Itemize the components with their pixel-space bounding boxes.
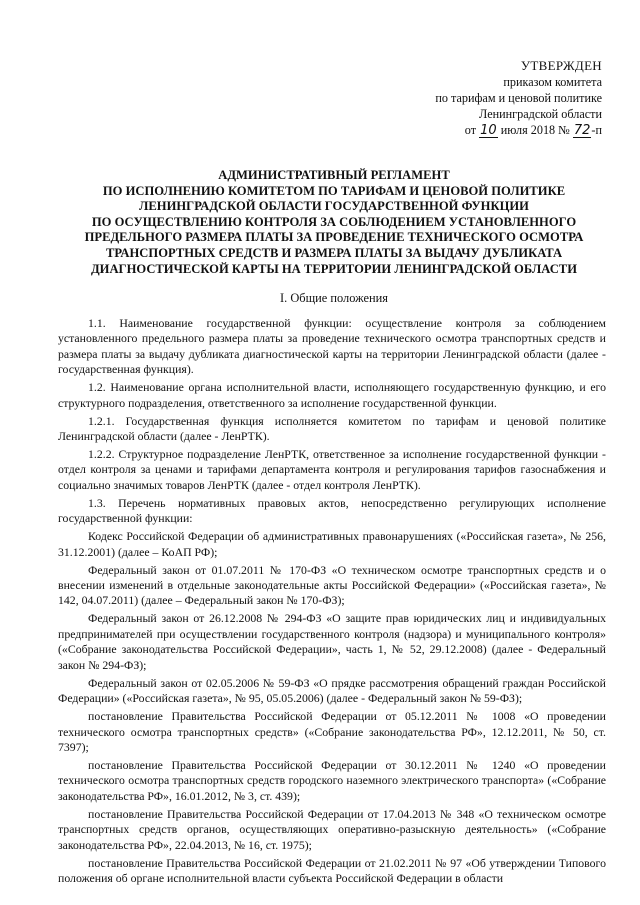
title-line: ПО ОСУЩЕСТВЛЕНИЮ КОНТРОЛЯ ЗА СОБЛЮДЕНИЕМ УСТАНОВЛЕННОГО <box>91 214 577 229</box>
title-line: ТРАНСПОРТНЫХ СРЕДСТВ И РАЗМЕРА ПЛАТЫ ЗА ВЫДАЧУ ДУБЛИКАТА <box>105 245 563 260</box>
handwritten-order-number: 72 <box>573 123 591 138</box>
paragraph: постановление Правительства Российской Федерации от 30.12.2011 № 1240 «О проведении технического осмотра транспортных средств городского наземного электрического транспорта» («Собрание законодательства РФ», 16.01.2012, № 3, ст. 439); <box>58 757 606 803</box>
paragraph: Федеральный закон от 01.07.2011 № 170-ФЗ «О техническом осмотре транспортных средств и о внесении изменений в отдельные законодательные акты Российской Федерации» («Российская газета», № 142, 04.07.2011) (далее – Федеральный закон № 170-ФЗ); <box>58 562 606 608</box>
title-line: АДМИНИСТРАТИВНЫЙ РЕГЛАМЕНТ <box>218 168 450 182</box>
order-suffix: -п <box>591 123 602 137</box>
paragraph: постановление Правительства Российской Федерации от 21.02.2011 № 97 «Об утверждении Типового положения об органе исполнительной власти субъекта Российской Федерации в области <box>58 855 606 885</box>
paragraph: 1.2. Наименование органа исполнительной власти, исполняющего государственную функцию, и его структурного подразделения, ответственного за исполнение государственной функции. <box>58 380 606 410</box>
approval-block <box>435 58 602 138</box>
paragraph: Кодекс Российской Федерации об административных правонарушениях («Российская газета», № 256, 31.12.2001) (далее – КоАП РФ); <box>58 529 606 559</box>
document-body <box>58 316 606 889</box>
approval-date-line <box>435 122 602 138</box>
paragraph: 1.1. Наименование государственной функции: осуществление контроля за соблюдением установленного предельного размера платы за проведение технического осмотра транспортных средств и размера платы за выдачу дубликата диагностической карты на территории Ленинградской области (далее - государственная функция). <box>58 316 606 377</box>
title-line: ПРЕДЕЛЬНОГО РАЗМЕРА ПЛАТЫ ЗА ПРОВЕДЕНИЕ ТЕХНИЧЕСКОГО ОСМОТРА <box>84 230 584 245</box>
document-title <box>64 168 604 277</box>
date-middle: июля 2018 № <box>500 123 570 137</box>
approval-line: приказом комитета <box>503 75 602 89</box>
paragraph: Федеральный закон от 02.05.2006 № 59-ФЗ «О прядке рассмотрения обращений граждан Российской Федерации» («Российская газета», № 95, 05.05.2006) (далее - Федеральный закон № 59-ФЗ); <box>58 675 606 706</box>
title-line: ПО ИСПОЛНЕНИЮ КОМИТЕТОМ ПО ТАРИФАМ И ЦЕНОВОЙ ПОЛИТИКЕ <box>102 183 566 198</box>
paragraph: 1.3. Перечень нормативных правовых актов, непосредственно регулирующих исполнение государственной функции: <box>58 495 606 526</box>
paragraph: 1.2.1. Государственная функция исполняется комитетом по тарифам и ценовой политике Ленинградской области (далее - ЛенРТК). <box>58 413 606 444</box>
paragraph: 1.2.2. Структурное подразделение ЛенРТК, ответственное за исполнение государственной функции - отдел контроля за ценами и тарифами департамента контроля и регулирования тарифов газоснабжения и социально значимых товаров ЛенРТК (далее - отдел контроля ЛенРТК). <box>58 447 606 492</box>
handwritten-day: 10 <box>480 123 497 138</box>
paragraph: постановление Правительства Российской Федерации от 05.12.2011 № 1008 «О проведении технического осмотра транспортных средств» («Собрание законодательства РФ», 12.12.2011, № 50, ст. 7397); <box>58 709 606 754</box>
paragraph: постановление Правительства Российской Федерации от 17.04.2013 № 348 «О техническом осмотре транспортных средств органов, осуществляющих оперативно-разыскную деятельность» («Собрание законодательства РФ», 22.04.2013, № 16, ст. 1975); <box>58 806 606 852</box>
title-line: ЛЕНИНГРАДСКОЙ ОБЛАСТИ ГОСУДАРСТВЕННОЙ ФУНКЦИИ <box>139 199 529 214</box>
paragraph: Федеральный закон от 26.12.2008 № 294-ФЗ «О защите прав юридических лиц и индивидуальных предпринимателей при осуществлении государственного контроля (надзора) и муниципального контроля» («Собрание законодательства Российской Федерации», часть 1, № 52, 29.12.2008) (далее - Федеральный закон № 294-ФЗ); <box>58 611 606 672</box>
title-line: ДИАГНОСТИЧЕСКОЙ КАРТЫ НА ТЕРРИТОРИИ ЛЕНИНГРАДСКОЙ ОБЛАСТИ <box>91 261 577 276</box>
date-prefix: от <box>464 123 477 137</box>
section-heading: I. Общие положения <box>280 291 388 305</box>
approval-heading: УТВЕРЖДЕН <box>520 58 602 73</box>
approval-line: Ленинградской области <box>479 107 602 121</box>
approval-line: по тарифам и ценовой политике <box>435 91 602 105</box>
